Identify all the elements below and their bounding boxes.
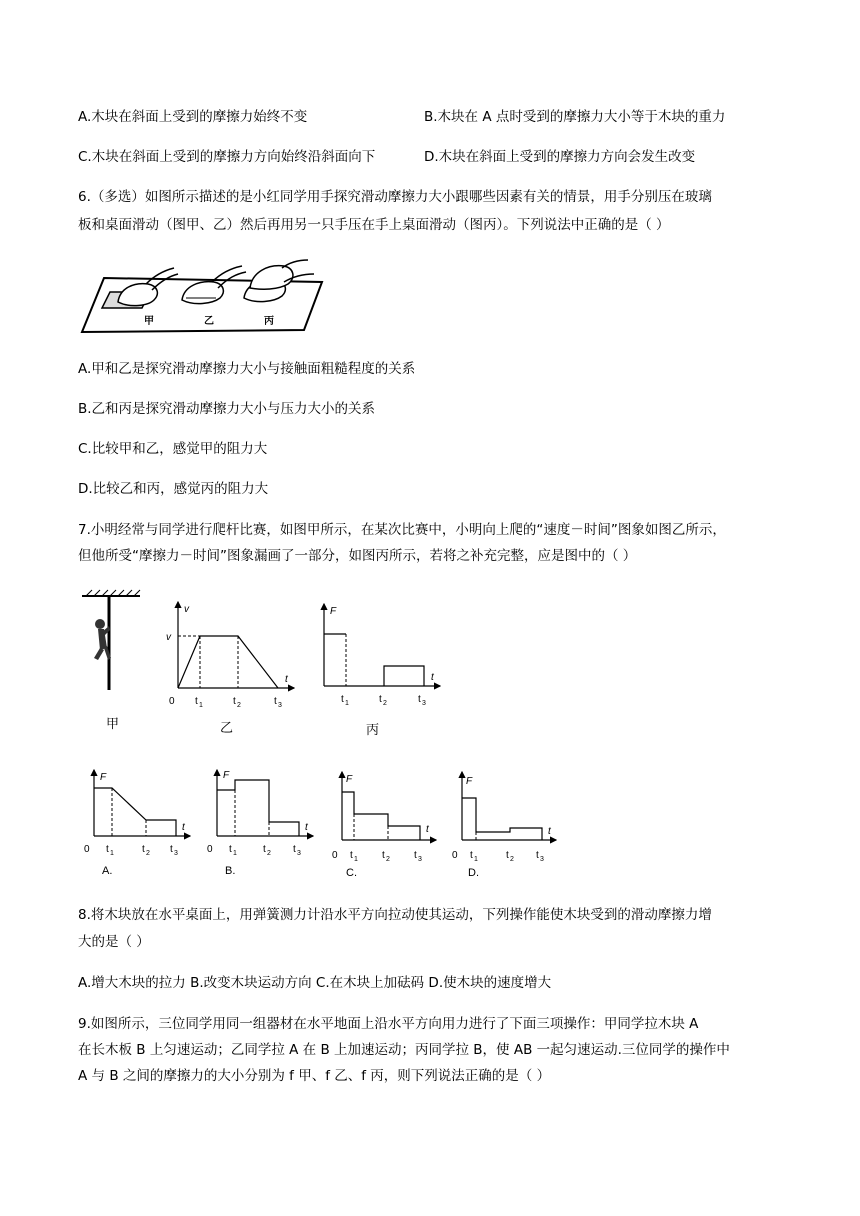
- bing-t3: t: [418, 694, 421, 705]
- svg-text:2: 2: [146, 850, 150, 857]
- q7-fig-jia: [78, 588, 148, 738]
- yi-v-tick: v: [166, 632, 171, 643]
- q8-stem-line2: 大的是（ ）: [78, 934, 150, 950]
- svg-text:1: 1: [233, 850, 237, 857]
- svg-text:1: 1: [474, 856, 478, 863]
- svg-text:F: F: [100, 772, 107, 783]
- svg-text:t: t: [182, 822, 185, 833]
- svg-text:t: t: [506, 850, 509, 861]
- q7-stem-line1: 7.小明经常与同学进行爬杆比赛，如图甲所示，在某次比赛中，小明向上爬的“速度－时间”图象如图乙所示，: [78, 522, 726, 538]
- q7-label-yi: 乙: [220, 720, 234, 735]
- q6-stem-line2: 板和桌面滑动（图甲、乙）然后再用另一只手压在手上桌面滑动（图丙）。下列说法中正确的是（ ）: [78, 217, 670, 233]
- q7-label-bing: 丙: [366, 722, 380, 737]
- q7-choice-d-graph: [450, 768, 565, 884]
- yi-t3: t: [274, 696, 277, 707]
- q8-options: A.增大木块的拉力 B.改变木块运动方向 C.在木块上加砝码 D.使木块的速度增大: [78, 975, 552, 991]
- q6-option-d: D.比较乙和丙，感觉丙的阻力大: [78, 481, 269, 497]
- q7-fig-yi: [164, 596, 304, 738]
- svg-text:2: 2: [510, 856, 514, 863]
- svg-text:F: F: [223, 770, 230, 781]
- hand-yi-icon: [182, 266, 246, 304]
- q5-option-a: A.木块在斜面上受到的摩擦力始终不变: [78, 109, 308, 125]
- svg-text:t: t: [470, 850, 473, 861]
- q7-choice-a-graph: [82, 766, 197, 882]
- svg-text:t: t: [106, 844, 109, 855]
- q6-label-jia: 甲: [144, 316, 154, 327]
- yi-t1: t: [195, 696, 198, 707]
- q6-stem-line1: 6.（多选）如图所示描述的是小红同学用手探究滑动摩擦力大小跟哪些因素有关的情景，用手分别压在玻璃: [78, 189, 712, 205]
- svg-text:F: F: [466, 776, 473, 787]
- q9-stem-line3: A 与 B 之间的摩擦力的大小分别为 f 甲、f 乙、f 丙，则下列说法正确的是（ ）: [78, 1068, 551, 1084]
- choice-d-label: D.: [468, 867, 479, 879]
- yi-origin: 0: [169, 696, 175, 707]
- svg-text:t: t: [170, 844, 173, 855]
- yi-t2: t: [233, 696, 236, 707]
- q7-label-jia: 甲: [106, 716, 120, 731]
- yi-axis-t: t: [285, 674, 288, 685]
- svg-text:t: t: [350, 850, 353, 861]
- svg-text:1: 1: [345, 700, 349, 707]
- choice-b-label: B.: [225, 865, 236, 877]
- svg-text:3: 3: [422, 700, 426, 707]
- svg-text:t: t: [414, 850, 417, 861]
- svg-text:F: F: [346, 774, 353, 785]
- q7-fig-bing: [310, 600, 450, 740]
- svg-text:t: t: [293, 844, 296, 855]
- svg-text:2: 2: [386, 856, 390, 863]
- svg-text:t: t: [142, 844, 145, 855]
- svg-text:t: t: [382, 850, 385, 861]
- q6-option-a: A.甲和乙是探究滑动摩擦力大小与接触面粗糙程度的关系: [78, 361, 416, 377]
- svg-text:2: 2: [267, 850, 271, 857]
- q5-option-b: B.木块在 A 点时受到的摩擦力大小等于木块的重力: [424, 109, 726, 125]
- bing-t1: t: [341, 694, 344, 705]
- svg-text:t: t: [263, 844, 266, 855]
- svg-text:0: 0: [207, 844, 213, 855]
- q6-label-yi: 乙: [204, 316, 214, 327]
- q7-choice-b-graph: [205, 766, 320, 882]
- q9-stem-line1: 9.如图所示，三位同学用同一组器材在水平地面上沿水平方向用力进行了下面三项操作：甲同学拉木块 A: [78, 1016, 699, 1032]
- q6-option-c: C.比较甲和乙，感觉甲的阻力大: [78, 441, 268, 457]
- svg-text:1: 1: [110, 850, 114, 857]
- svg-text:t: t: [548, 826, 551, 837]
- choice-a-label: A.: [102, 865, 113, 877]
- q7-choice-c-graph: [330, 768, 445, 884]
- svg-text:1: 1: [199, 702, 203, 709]
- q6-label-bing: 丙: [264, 316, 274, 327]
- bing-t2: t: [379, 694, 382, 705]
- svg-text:0: 0: [452, 850, 458, 861]
- svg-text:3: 3: [297, 850, 301, 857]
- q6-hands-figure: [78, 258, 328, 340]
- svg-text:2: 2: [383, 700, 387, 707]
- bing-axis-t: t: [431, 672, 434, 683]
- yi-axis-v: v: [184, 604, 189, 615]
- svg-text:3: 3: [174, 850, 178, 857]
- hand-jia-icon: [102, 268, 178, 308]
- bing-axis-F: F: [330, 606, 337, 617]
- svg-text:2: 2: [237, 702, 241, 709]
- svg-text:3: 3: [418, 856, 422, 863]
- svg-text:1: 1: [354, 856, 358, 863]
- svg-text:0: 0: [84, 844, 90, 855]
- svg-text:t: t: [229, 844, 232, 855]
- svg-text:t: t: [305, 822, 308, 833]
- svg-text:3: 3: [278, 702, 282, 709]
- svg-text:t: t: [536, 850, 539, 861]
- q6-option-b: B.乙和丙是探究滑动摩擦力大小与压力大小的关系: [78, 401, 376, 417]
- q8-stem-line1: 8.将木块放在水平桌面上，用弹簧测力计沿水平方向拉动使其运动，下列操作能使木块受到的滑动摩擦力增: [78, 907, 712, 923]
- svg-text:t: t: [426, 824, 429, 835]
- q5-option-d: D.木块在斜面上受到的摩擦力方向会发生改变: [424, 149, 696, 165]
- q9-stem-line2: 在长木板 B 上匀速运动；乙同学拉 A 在 B 上加速运动；丙同学拉 B，使 AB 一起匀速运动.三位同学的操作中: [78, 1042, 730, 1058]
- choice-c-label: C.: [346, 867, 357, 879]
- q5-option-c: C.木块在斜面上受到的摩擦力方向始终沿斜面向下: [78, 149, 376, 165]
- svg-text:3: 3: [540, 856, 544, 863]
- svg-text:0: 0: [332, 850, 338, 861]
- q7-stem-line2: 但他所受“摩擦力－时间”图象漏画了一部分，如图丙所示，若将之补充完整，应是图中的（ ）: [78, 548, 637, 564]
